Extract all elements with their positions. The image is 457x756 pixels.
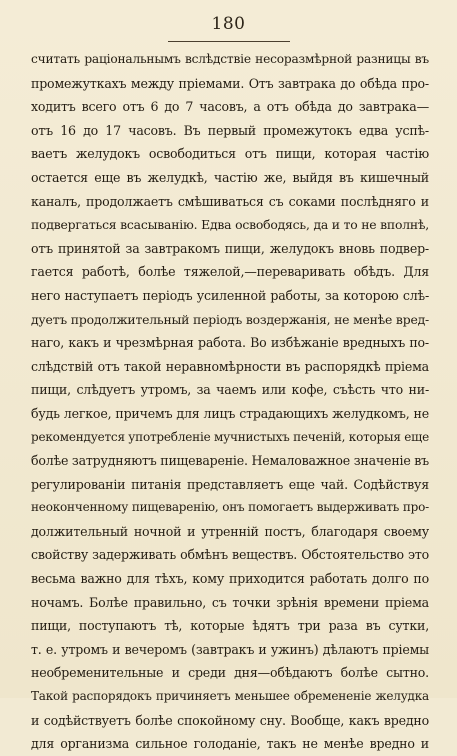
body-text <box>31 48 429 756</box>
text-line: промежуткахъ между пріемами. Отъ завтрака до обѣда про- <box>31 75 429 91</box>
text-line: него наступаетъ періодъ усиленной работы, за которою слѣ- <box>31 287 429 303</box>
text-line: необременительные и среди дня—обѣдаютъ болѣе сытно. <box>31 665 429 681</box>
text-line: каналъ, продолжаетъ смѣшиваться съ соками послѣдняго и <box>31 193 429 209</box>
text-line: подвергаться всасыванію. Едва освободясь, да и то не вполнѣ, <box>31 217 429 233</box>
text-line: отъ 16 до 17 часовъ. Въ первый промежутокъ едва успѣ- <box>31 122 429 138</box>
text-line: остается еще въ желудкѣ, частію же, выйдя въ кишечный <box>31 169 429 185</box>
text-line: ваетъ желудокъ освободиться отъ пищи, которая частію <box>31 146 429 162</box>
text-line: свойству задерживать обмѣнъ веществъ. Обстоятельство это <box>31 547 429 563</box>
text-line: должительный ночной и утренній постъ, благодаря своему <box>31 523 429 539</box>
text-line: пищи, слѣдуетъ утромъ, за чаемъ или кофе, съѣсть что ни- <box>31 382 429 398</box>
text-line: и содѣйствуетъ болѣе спокойному сну. Вообще, какъ вредно <box>31 712 429 728</box>
text-line: наго, какъ и чрезмѣрная работа. Во избѣжаніе вредныхъ по- <box>31 335 429 351</box>
text-line: отъ принятой за завтракомъ пищи, желудокъ вновь подвер- <box>31 240 429 256</box>
text-line: Такой распорядокъ причиняетъ меньшее обремененіе желудка <box>31 689 429 704</box>
text-line: гается работѣ, болѣе тяжелой,—переваривать обѣдъ. Для <box>31 264 429 280</box>
text-line: ночамъ. Болѣе правильно, съ точки зрѣнія времени пріема <box>31 594 429 610</box>
text-line: рекомендуется употребленіе мучнистыхъ печеній, которыя еще <box>31 429 429 444</box>
text-line: регулированіи питанія представляетъ еще чай. Содѣйствуя <box>31 476 429 492</box>
text-line: считать раціональнымъ вслѣдствіе несоразмѣрной разницы въ <box>31 52 429 66</box>
text-line: болѣе затрудняютъ пищевареніе. Немаловажное значеніе въ <box>31 453 429 469</box>
page-number-rule <box>168 41 290 42</box>
text-line: для организма сильное голоданіе, такъ не менѣе вредно и <box>31 736 429 752</box>
text-line: т. е. утромъ и вечеромъ (завтракъ и ужинъ) дѣлаютъ пріемы <box>31 641 429 657</box>
text-line: весьма важно для тѣхъ, кому приходится работать долго по <box>31 571 429 587</box>
text-line: ходитъ всего отъ 6 до 7 часовъ, а отъ обѣда до завтрака— <box>31 99 429 115</box>
page-number: 180 <box>211 14 246 34</box>
text-line: пищи, поступаютъ тѣ, которые ѣдятъ три раза въ сутки, <box>31 618 429 634</box>
text-line: неоконченному пищеваренію, онъ помогаетъ выдерживать про- <box>31 500 429 515</box>
text-line: слѣдствій отъ такой неравномѣрности въ распорядкѣ пріема <box>31 358 429 374</box>
text-line: дуетъ продолжительный періодъ воздержанія, не менѣе вред- <box>31 311 429 327</box>
text-line: будь легкое, причемъ для лицъ страдающихъ желудкомъ, не <box>31 405 429 421</box>
